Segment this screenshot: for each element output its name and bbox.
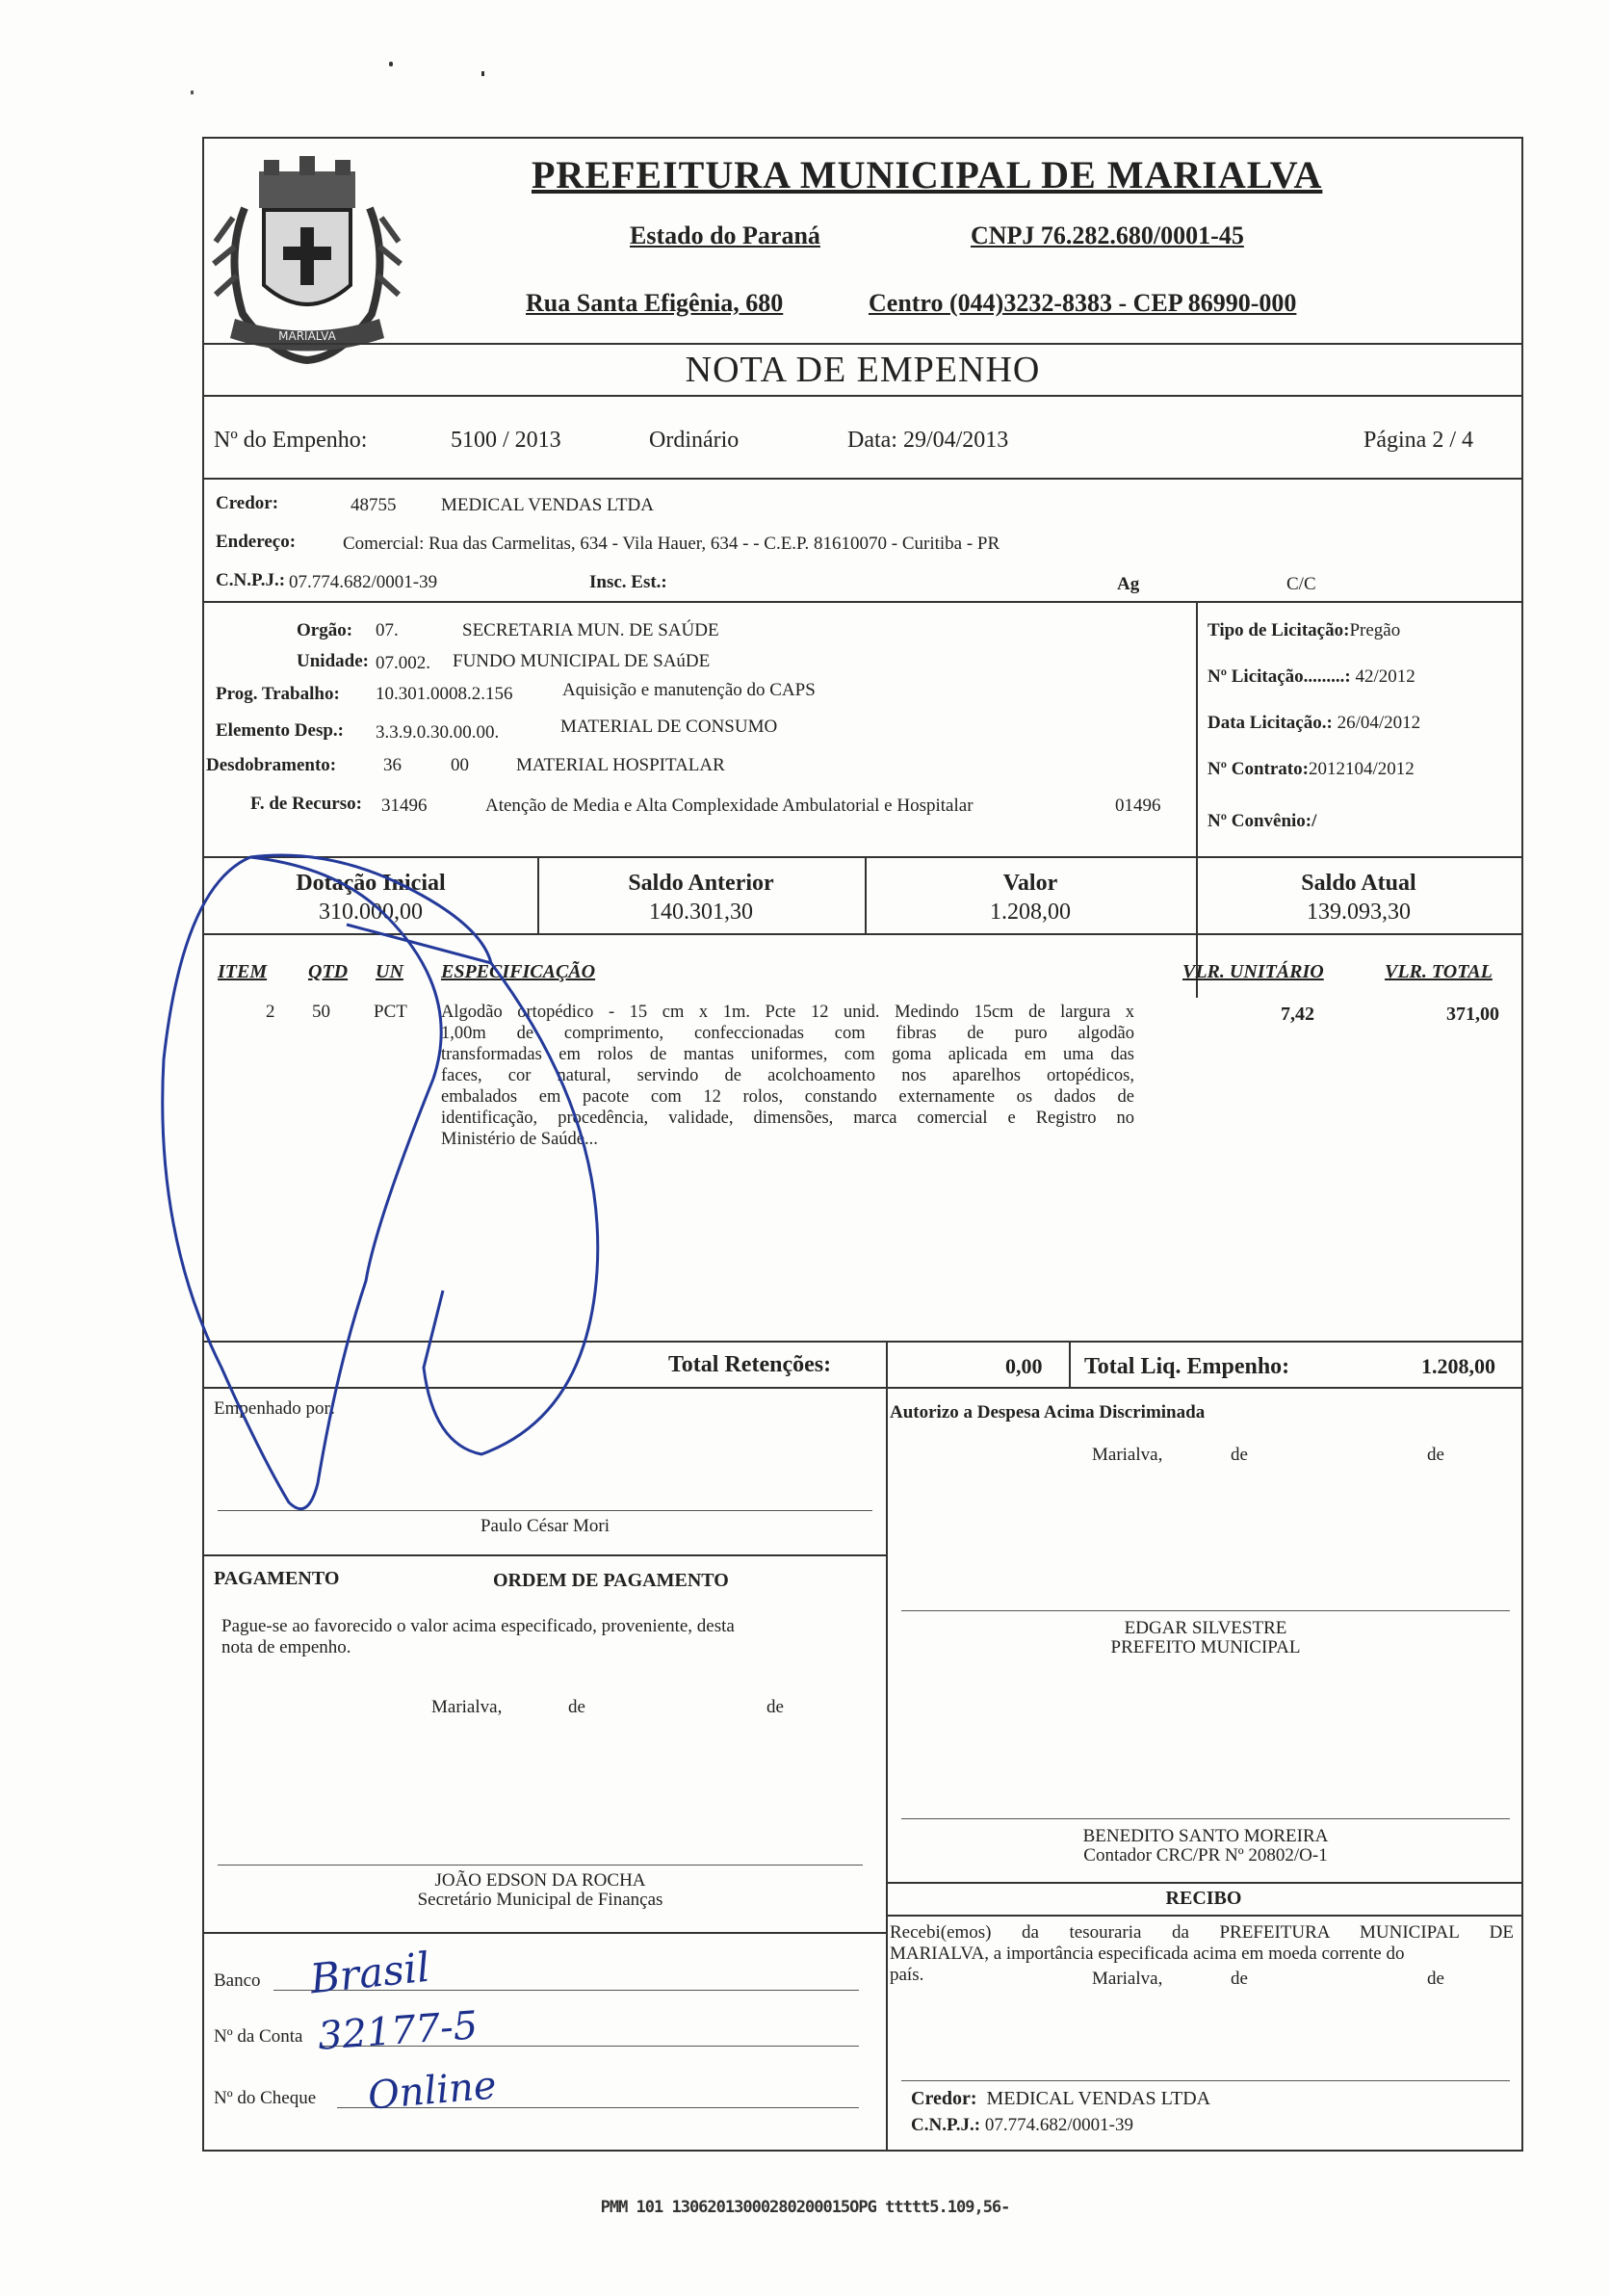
pagamento-text-1: Pague-se ao favorecido o valor acima especificado, proveniente, desta (221, 1616, 735, 1636)
licitacao-numero: Nº Licitação.........: 42/2012 (1208, 666, 1415, 687)
recibo-cnpj: C.N.P.J.: 07.774.682/0001-39 (911, 2115, 1133, 2135)
item-description: Algodão ortopédico - 15 cm x 1m. Pcte 12 unid. Medindo 15cm de largura x 1,00m de comprimento, confeccionadas com fibras de puro algodão transformadas em rolos de mantas uniformes, com goma aplicada em uma das faces, cor natural, servindo de acolchoamento nos aparelhos ortopédicos, embalados em pacote com 12 rolos, constando externamente os dados de identificação, procedência, validade, dimensões, marca comercial e Registro no Ministério de Saúde... (441, 1003, 1134, 1149)
item-vlr-unitario: 7,42 (1281, 1004, 1314, 1025)
recibo-credor: Credor: MEDICAL VENDAS LTDA (911, 2088, 1211, 2109)
contador-name: BENEDITO SANTO MOREIRA (1082, 1826, 1329, 1846)
col-vlr-unitario: VLR. UNITÁRIO (1182, 961, 1324, 982)
saldo-atual-value: 139.093,30 (1307, 900, 1411, 925)
svg-text:MARIALVA: MARIALVA (278, 329, 336, 343)
agency-label: Ag (1117, 574, 1140, 594)
unidade-label: Unidade: (297, 651, 369, 671)
insc-est-label: Insc. Est.: (589, 572, 667, 592)
col-especificacao: ESPECIFICAÇÃO (441, 961, 596, 982)
street-address: Rua Santa Efigênia, 680 (526, 289, 784, 317)
municipality-cnpj: CNPJ 76.282.680/0001-45 (971, 222, 1244, 249)
recibo-line-1: Recebi(emos) da tesouraria da PREFEITURA MUNICIPAL DE (890, 1922, 1514, 1943)
recibo-line-2: MARIALVA, a importância especificada acima em moeda corrente do (890, 1944, 1405, 1964)
dotacao-label: Dotação Inicial (296, 871, 446, 896)
item-number: 2 (266, 1002, 275, 1022)
licitacao-tipo-label: Tipo de Licitação:Pregão (1208, 620, 1401, 640)
empenho-number-label: Nº do Empenho: (214, 428, 368, 453)
total-liquido-value: 1.208,00 (1421, 1354, 1495, 1378)
authorization-de-1: de (1231, 1445, 1248, 1465)
saldo-atual-label: Saldo Atual (1301, 871, 1416, 896)
pagamento-label: PAGAMENTO (214, 1568, 340, 1589)
recibo-de-1: de (1231, 1969, 1248, 1989)
dotacao-value: 310.000,00 (319, 900, 423, 925)
prefeito-title: PREFEITO MUNICIPAL (1110, 1637, 1301, 1657)
recibo-line-3: país. (890, 1965, 924, 1985)
empenhado-name: Paulo César Mori (480, 1516, 610, 1536)
elemento-label: Elemento Desp.: (216, 720, 344, 741)
item-un: PCT (374, 1002, 407, 1022)
recibo-title: RECIBO (1165, 1888, 1242, 1909)
pen-check-mark (144, 828, 645, 1522)
empenhado-label: Empenhado por: (214, 1398, 336, 1419)
orgao-code: 07. (376, 620, 399, 640)
credor-cnpj: 07.774.682/0001-39 (289, 572, 438, 592)
banco-handwriting: Brasil (307, 1943, 432, 2003)
recibo-place: Marialva, (1092, 1969, 1163, 1989)
credor-code: 48755 (351, 495, 397, 515)
account-label: C/C (1286, 574, 1316, 594)
desdobramento-label: Desdobramento: (206, 755, 337, 775)
banco-label: Banco (214, 1970, 261, 1991)
scan-speck (389, 62, 393, 66)
prog-trabalho-name: Aquisição e manutenção do CAPS (562, 680, 816, 700)
licitacao-data: Data Licitação.: 26/04/2012 (1208, 713, 1421, 733)
recurso-code: 31496 (381, 796, 428, 816)
desdobramento-name: MATERIAL HOSPITALAR (516, 755, 725, 775)
valor-label: Valor (1002, 871, 1058, 896)
contrato-number: Nº Contrato:2012104/2012 (1208, 759, 1415, 779)
state-name: Estado do Paraná (630, 222, 820, 249)
col-qtd: QTD (308, 961, 349, 982)
pagamento-de-1: de (568, 1697, 585, 1717)
item-vlr-total: 371,00 (1446, 1004, 1499, 1025)
ordem-pagamento-label: ORDEM DE PAGAMENTO (493, 1570, 729, 1591)
col-item: ITEM (218, 961, 268, 982)
scan-speck (481, 71, 484, 76)
prefeito-name: EDGAR SILVESTRE (1124, 1618, 1287, 1638)
orgao-label: Orgão: (297, 620, 353, 640)
conta-handwriting: 32177-5 (316, 2003, 480, 2059)
conta-label: Nº da Conta (214, 2026, 303, 2047)
empenho-number: 5100 / 2013 (451, 428, 561, 453)
desdobramento-a: 36 (383, 755, 402, 775)
col-un: UN (376, 961, 403, 982)
credor-label: Credor: (216, 493, 279, 513)
unidade-code: 07.002. (376, 653, 430, 673)
cnpj-label: C.N.P.J.: (216, 570, 286, 590)
district-phone-cep: Centro (044)3232-8383 - CEP 86990-000 (869, 289, 1297, 317)
pagamento-place: Marialva, (431, 1697, 503, 1717)
credor-name: MEDICAL VENDAS LTDA (441, 495, 654, 515)
cheque-handwriting: Online (366, 2063, 499, 2119)
pagamento-text-2: nota de empenho. (221, 1637, 351, 1657)
retencoes-label: Total Retenções: (668, 1352, 832, 1377)
recurso-code-2: 01496 (1115, 796, 1161, 816)
elemento-code: 3.3.9.0.30.00.00. (376, 722, 500, 743)
document-title: NOTA DE EMPENHO (685, 350, 1041, 390)
recurso-name: Atenção de Media e Alta Complexidade Ambulatorial e Hospitalar (485, 796, 974, 816)
municipality-title: PREFEITURA MUNICIPAL DE MARIALVA (532, 153, 1323, 196)
elemento-name: MATERIAL DE CONSUMO (560, 717, 778, 737)
pagamento-de-2: de (766, 1697, 784, 1717)
secretario-name: JOÃO EDSON DA ROCHA (434, 1870, 646, 1891)
secretario-title: Secretário Municipal de Finanças (417, 1890, 663, 1910)
recurso-label: F. de Recurso: (250, 794, 362, 814)
address-label: Endereço: (216, 532, 297, 552)
footer-code: PMM 101 13062013000280200015OPG ttttt5.109,56- (600, 2198, 1010, 2217)
unidade-name: FUNDO MUNICIPAL DE SAúDE (453, 651, 711, 671)
recibo-de-2: de (1427, 1969, 1444, 1989)
authorization-place: Marialva, (1092, 1445, 1163, 1465)
valor-value: 1.208,00 (990, 900, 1071, 925)
saldo-anterior-value: 140.301,30 (649, 900, 753, 925)
item-qtd: 50 (312, 1002, 330, 1022)
authorization-de-2: de (1427, 1445, 1444, 1465)
empenho-type: Ordinário (649, 428, 740, 453)
prog-trabalho-code: 10.301.0008.2.156 (376, 684, 513, 704)
convenio-label: Nº Convênio:/ (1208, 811, 1317, 831)
retencoes-value: 0,00 (1005, 1354, 1043, 1378)
page-number: Página 2 / 4 (1363, 428, 1473, 453)
coat-of-arms-logo (206, 150, 408, 372)
total-liquido-label: Total Liq. Empenho: (1084, 1354, 1290, 1379)
empenho-date: Data: 29/04/2013 (847, 428, 1009, 453)
col-vlr-total: VLR. TOTAL (1385, 961, 1493, 982)
cheque-label: Nº do Cheque (214, 2088, 317, 2108)
scan-speck (191, 91, 194, 94)
desdobramento-b: 00 (451, 755, 469, 775)
orgao-name: SECRETARIA MUN. DE SAÚDE (462, 620, 719, 640)
credor-address: Comercial: Rua das Carmelitas, 634 - Vila Hauer, 634 - - C.E.P. 81610070 - Curitiba - PR (343, 534, 1000, 554)
contador-title: Contador CRC/PR Nº 20802/O-1 (1083, 1845, 1328, 1866)
prog-trabalho-label: Prog. Trabalho: (216, 684, 340, 704)
saldo-anterior-label: Saldo Anterior (628, 871, 774, 896)
autorizo-text: Autorizo a Despesa Acima Discriminada (890, 1402, 1206, 1422)
